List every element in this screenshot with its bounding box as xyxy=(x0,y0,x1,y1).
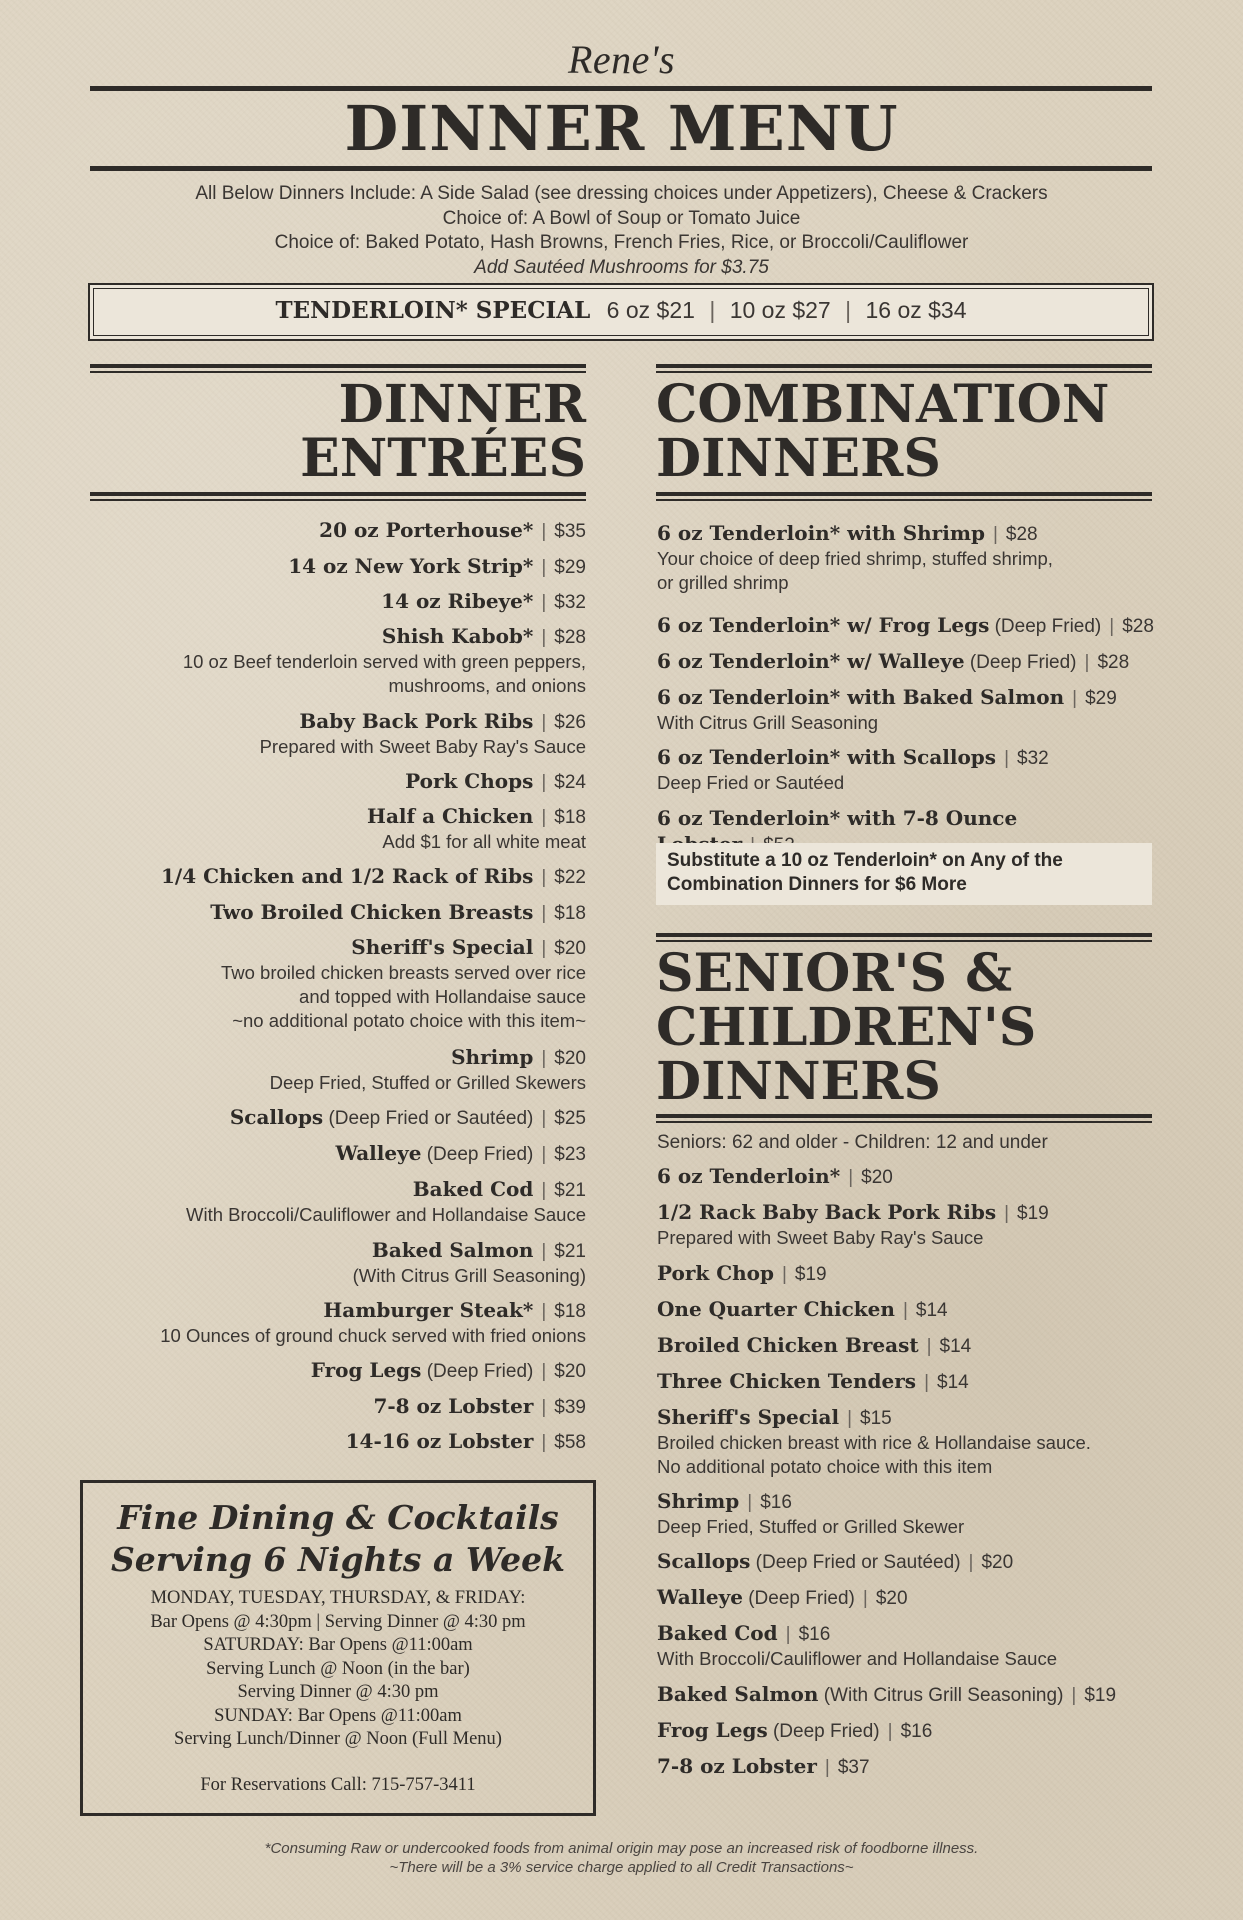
menu-item xyxy=(26,554,586,580)
price-divider: | xyxy=(541,903,547,924)
menu-item-price: $19 xyxy=(794,1264,827,1285)
menu-item xyxy=(657,649,1157,675)
menu-item-line xyxy=(26,1045,586,1071)
menu-item-line xyxy=(657,1682,1157,1708)
menu-item-name: Pork Chops xyxy=(405,769,534,793)
menu-item-price: $16 xyxy=(760,1492,792,1513)
menu-item-description: Add $1 for all white meat xyxy=(382,831,586,852)
menu-item xyxy=(657,1682,1157,1708)
menu-item xyxy=(26,589,586,615)
menu-item-name: Baked Salmon xyxy=(371,1238,534,1262)
menu-item-description: ~no additional potato choice with this item~ xyxy=(232,1010,586,1031)
price-divider: | xyxy=(992,524,998,545)
menu-item xyxy=(657,1333,1157,1359)
menu-item-note: (Deep Fried) xyxy=(426,1144,534,1165)
menu-item-line xyxy=(657,1405,1157,1431)
price-divider: | xyxy=(902,1300,908,1321)
combo-rule-top xyxy=(656,364,1152,368)
price-divider: | xyxy=(862,1588,868,1609)
menu-item xyxy=(657,521,1157,595)
price-divider: | xyxy=(747,1492,753,1513)
entrees-heading-line: ENTRÉES xyxy=(300,428,586,489)
price-divider: | xyxy=(541,1397,547,1418)
menu-item xyxy=(657,613,1157,639)
menu-item-line xyxy=(26,1394,586,1420)
special-size: 6 oz xyxy=(606,297,651,323)
tenderloin-special-line xyxy=(90,297,1152,324)
price-divider: | xyxy=(541,938,547,959)
header-rule-top xyxy=(90,86,1152,91)
menu-item-line xyxy=(657,1585,1157,1611)
menu-item-name: 6 oz Tenderloin* xyxy=(657,1164,841,1188)
footer-line: ~There will be a 3% service charge applied to all Credit Transactions~ xyxy=(389,1859,854,1876)
price-divider: | xyxy=(541,1048,547,1069)
menu-item-description: With Broccoli/Cauliflower and Hollandaise Sauce xyxy=(186,1204,586,1225)
menu-item-line xyxy=(657,1718,1157,1744)
seniors-heading xyxy=(656,943,1152,1112)
menu-item-note: (Deep Fried) xyxy=(772,1721,880,1742)
footer-notes xyxy=(0,1839,1243,1877)
entrees-rule-bottom xyxy=(90,492,586,496)
price-divider: | xyxy=(541,772,547,793)
menu-item-price: $20 xyxy=(554,938,586,959)
menu-item-name: Shish Kabob* xyxy=(381,624,534,648)
menu-item xyxy=(26,518,586,544)
menu-item-description: With Broccoli/Cauliflower and Hollandaise Sauce xyxy=(657,1648,1057,1669)
menu-item-description: No additional potato choice with this item xyxy=(657,1456,993,1477)
menu-item-price: $20 xyxy=(554,1048,586,1069)
hours-line: Serving Lunch @ Noon (in the bar) xyxy=(206,1658,470,1679)
menu-item xyxy=(26,1177,586,1227)
special-price: $27 xyxy=(792,297,831,323)
menu-item-name: Sheriff's Special xyxy=(657,1405,840,1429)
menu-item-name: 1/4 Chicken and 1/2 Rack of Ribs xyxy=(160,864,534,888)
menu-item-line xyxy=(657,1333,1157,1359)
menu-item-name: Broiled Chicken Breast xyxy=(657,1333,919,1357)
menu-item-name: Frog Legs xyxy=(310,1358,422,1382)
menu-item-line xyxy=(26,709,586,735)
menu-item xyxy=(26,900,586,926)
menu-item-line xyxy=(657,1261,1157,1287)
menu-item-line xyxy=(26,554,586,580)
menu-item-price: $20 xyxy=(861,1167,893,1188)
menu-item-description: and topped with Hollandaise sauce xyxy=(299,986,586,1007)
hours-line: SUNDAY: Bar Opens @11:00am xyxy=(214,1705,462,1726)
menu-item-note: (Deep Fried) xyxy=(994,616,1102,637)
special-label: TENDERLOIN* SPECIAL xyxy=(275,297,591,324)
menu-item-price: $14 xyxy=(939,1336,972,1357)
menu-item-name: Half a Chicken xyxy=(367,804,534,828)
price-divider: | xyxy=(541,1108,547,1129)
menu-item-description: With Citrus Grill Seasoning xyxy=(657,712,879,733)
substitute-line: Substitute a 10 oz Tenderloin* on Any of the xyxy=(667,850,1063,871)
substitute-note xyxy=(656,843,1152,905)
menu-item-name: Hamburger Steak* xyxy=(323,1298,534,1322)
menu-item-name: 6 oz Tenderloin* w/ Frog Legs xyxy=(657,613,990,637)
info-script-line: Fine Dining & Cocktails xyxy=(117,1498,559,1537)
price-divider: | xyxy=(781,1264,787,1285)
menu-item-name: 6 oz Tenderloin* with Scallops xyxy=(657,745,997,769)
price-divider: | xyxy=(541,1144,547,1165)
menu-item xyxy=(657,1549,1157,1575)
price-divider: | xyxy=(541,867,547,888)
menu-item-description: or grilled shrimp xyxy=(657,572,789,593)
special-size: 16 oz xyxy=(865,297,922,323)
hours-list xyxy=(83,1587,593,1752)
menu-item-name: Frog Legs xyxy=(657,1718,768,1742)
restaurant-logo: Rene's xyxy=(567,37,676,82)
menu-item-price: $18 xyxy=(554,1301,586,1322)
menu-item-description: mushrooms, and onions xyxy=(388,675,586,696)
menu-item-line xyxy=(657,1297,1157,1323)
price-divider: | xyxy=(541,627,547,648)
menu-item-note: (Deep Fried) xyxy=(969,652,1077,673)
menu-item xyxy=(657,1718,1157,1744)
menu-item-line xyxy=(657,685,1157,711)
seniors-heading-line: DINNERS xyxy=(656,1051,941,1112)
menu-item-line xyxy=(26,624,586,650)
menu-item xyxy=(657,1200,1157,1250)
menu-item xyxy=(657,1261,1157,1287)
menu-item-description: 10 oz Beef tenderloin served with green peppers, xyxy=(182,651,586,672)
menu-item-price: $24 xyxy=(554,772,586,793)
menu-item-line xyxy=(26,1298,586,1324)
menu-item-price: $58 xyxy=(554,1432,586,1453)
menu-item-price: $23 xyxy=(554,1144,586,1165)
price-divider: | xyxy=(968,1552,974,1573)
menu-item-price: $21 xyxy=(554,1241,586,1262)
menu-item-description: Prepared with Sweet Baby Ray's Sauce xyxy=(259,736,586,757)
menu-item-line xyxy=(26,1177,586,1203)
price-divider: | xyxy=(541,1301,547,1322)
menu-item xyxy=(26,1298,586,1348)
menu-item xyxy=(26,1105,586,1131)
menu-item xyxy=(657,1369,1157,1395)
menu-item-price: $15 xyxy=(860,1408,892,1429)
price-divider: | xyxy=(541,557,547,578)
menu-item-price: $20 xyxy=(981,1552,1014,1573)
menu-item xyxy=(26,864,586,890)
menu-item-line xyxy=(26,900,586,926)
special-price: $21 xyxy=(656,297,695,323)
menu-item xyxy=(26,1045,586,1095)
menu-item-note: (With Citrus Grill Seasoning) xyxy=(823,1685,1064,1706)
seniors-heading-line: SENIOR'S & xyxy=(656,943,1013,1004)
menu-item-name: Scallops xyxy=(657,1549,751,1573)
menu-item-line xyxy=(657,1754,1157,1780)
menu-item xyxy=(657,1489,1157,1539)
menu-item-price: $39 xyxy=(554,1397,586,1418)
price-divider: | xyxy=(926,1336,932,1357)
menu-item-price: $22 xyxy=(554,867,586,888)
combo-rule-bottom xyxy=(656,492,1152,496)
menu-item-description: Deep Fried, Stuffed or Grilled Skewers xyxy=(269,1072,586,1093)
menu-item-line xyxy=(657,1164,1157,1190)
menu-item-price: $28 xyxy=(554,627,586,648)
menu-item-description: Deep Fried or Sautéed xyxy=(657,772,845,793)
intro-line: Choice of: Baked Potato, Hash Browns, French Fries, Rice, or Broccoli/Cauliflower xyxy=(274,232,969,253)
menu-item-name: 1/2 Rack Baby Back Pork Ribs xyxy=(657,1200,997,1224)
menu-item-price: $20 xyxy=(554,1361,586,1382)
menu-item-name: 6 oz Tenderloin* with Baked Salmon xyxy=(657,685,1065,709)
price-divider: | xyxy=(847,1408,853,1429)
menu-item-line xyxy=(657,1549,1157,1575)
menu-item xyxy=(26,935,586,1033)
hours-line: Serving Dinner @ 4:30 pm xyxy=(237,1682,439,1702)
footer-line: *Consuming Raw or undercooked foods from animal origin may pose an increased risk of foodborne illness. xyxy=(264,1840,979,1857)
menu-item-price: $19 xyxy=(1017,1203,1049,1224)
menu-item-name: Pork Chop xyxy=(657,1261,774,1285)
menu-item-line xyxy=(26,769,586,795)
price-divider: | xyxy=(1004,1203,1010,1224)
menu-item-name: Baked Cod xyxy=(657,1621,778,1645)
price-divider: | xyxy=(541,1361,547,1382)
menu-item-price: $35 xyxy=(554,521,586,542)
menu-item-description: Deep Fried, Stuffed or Grilled Skewer xyxy=(657,1516,965,1537)
menu-item xyxy=(26,1358,586,1384)
price-divider: | xyxy=(1084,652,1090,673)
menu-item-line xyxy=(657,1369,1157,1395)
price-divider: | xyxy=(541,592,547,613)
menu-item-line xyxy=(26,1105,586,1131)
menu-item-name: Baked Cod xyxy=(412,1177,534,1201)
menu-item-name: Baby Back Pork Ribs xyxy=(299,709,534,733)
price-divider: | xyxy=(785,1624,791,1645)
menu-item xyxy=(657,1621,1157,1671)
menu-item-price: $18 xyxy=(554,807,586,828)
menu-item-description: Two broiled chicken breasts served over rice xyxy=(220,962,586,983)
menu-item-name: 14 oz Ribeye* xyxy=(381,589,534,613)
menu-item-name: Three Chicken Tenders xyxy=(657,1369,917,1393)
menu-item-name: 6 oz Tenderloin* with 7-8 Ounce xyxy=(657,806,1018,830)
menu-item-line xyxy=(26,518,586,544)
menu-item-line xyxy=(26,1358,586,1384)
menu-item xyxy=(26,1141,586,1167)
menu-item-name: Shrimp xyxy=(451,1045,534,1069)
menu-item xyxy=(657,1754,1157,1780)
menu-item-line xyxy=(26,935,586,961)
menu-item xyxy=(26,1238,586,1288)
substitute-line: Combination Dinners for $6 More xyxy=(667,874,967,895)
hours-line: SATURDAY: Bar Opens @11:00am xyxy=(203,1635,473,1655)
menu-item xyxy=(26,769,586,795)
divider-pipe: | xyxy=(709,297,716,323)
menu-item-price: $16 xyxy=(900,1721,933,1742)
menu-item-note: (Deep Fried or Sautéed) xyxy=(755,1552,961,1573)
price-divider: | xyxy=(924,1372,929,1393)
intro-addon: Add Sautéed Mushrooms for $3.75 xyxy=(474,256,769,278)
menu-item-line xyxy=(657,613,1157,639)
menu-item-line xyxy=(26,589,586,615)
price-divider: | xyxy=(824,1757,830,1778)
menu-item-name: 6 oz Tenderloin* with Shrimp xyxy=(657,521,985,545)
menu-item-price: $25 xyxy=(554,1108,586,1129)
menu-item-price: $37 xyxy=(837,1757,870,1778)
menu-item-line xyxy=(657,521,1157,547)
menu-item-name: 7-8 oz Lobster xyxy=(373,1394,534,1418)
menu-item-price: $19 xyxy=(1084,1685,1117,1706)
menu-item-name: 7-8 oz Lobster xyxy=(657,1754,817,1778)
menu-item-line xyxy=(26,1141,586,1167)
intro-line: All Below Dinners Include: A Side Salad (see dressing choices under Appetizers), Cheese & Crackers xyxy=(195,183,1048,204)
price-divider: | xyxy=(541,1432,547,1453)
seniors-rule-top xyxy=(656,933,1152,937)
menu-item xyxy=(26,624,586,698)
menu-item-line xyxy=(26,1238,586,1264)
menu-item-name: 20 oz Porterhouse* xyxy=(319,518,534,542)
menu-item-line xyxy=(26,864,586,890)
menu-item-description: Prepared with Sweet Baby Ray's Sauce xyxy=(657,1227,984,1248)
seniors-rule-bottom xyxy=(656,1114,1152,1118)
special-price: $34 xyxy=(928,297,967,323)
price-divider: | xyxy=(541,807,547,828)
hours-info-box xyxy=(80,1480,596,1816)
intro-line: Choice of: A Bowl of Soup or Tomato Juice xyxy=(442,207,801,229)
menu-item xyxy=(26,804,586,854)
header-rule-bottom xyxy=(90,166,1152,171)
menu-item-name: 14-16 oz Lobster xyxy=(345,1429,534,1453)
menu-item xyxy=(657,1164,1157,1190)
entrees-heading xyxy=(90,374,586,489)
menu-item-line xyxy=(657,649,1157,675)
menu-item-price: $18 xyxy=(554,903,586,924)
menu-item-description: 10 Ounces of ground chuck served with fried onions xyxy=(160,1325,586,1346)
page-title: DINNER MENU xyxy=(344,92,899,165)
menu-item-note: (Deep Fried or Sautéed) xyxy=(328,1108,534,1129)
price-divider: | xyxy=(541,521,547,542)
menu-item-name: Walleye xyxy=(335,1141,422,1165)
menu-item-name: Walleye xyxy=(657,1585,743,1609)
hours-line: Bar Opens @ 4:30pm | Serving Dinner @ 4:30 pm xyxy=(150,1611,526,1632)
price-divider: | xyxy=(541,1241,547,1262)
price-divider: | xyxy=(887,1721,893,1742)
menu-item-note: (Deep Fried) xyxy=(748,1588,855,1609)
tenderloin-special-box xyxy=(88,283,1154,341)
menu-item-note: (Deep Fried) xyxy=(426,1361,534,1382)
divider-pipe: | xyxy=(845,297,852,323)
price-divider: | xyxy=(1109,616,1115,637)
entrees-rule-top xyxy=(90,364,586,368)
menu-item xyxy=(26,1394,586,1420)
menu-item-price: $28 xyxy=(1097,652,1130,673)
menu-item xyxy=(657,1297,1157,1323)
menu-item-line xyxy=(657,1200,1157,1226)
menu-item-name: Shrimp xyxy=(657,1489,740,1513)
menu-item-price: $32 xyxy=(1017,748,1049,769)
menu-item xyxy=(26,1429,586,1455)
combo-heading-line: DINNERS xyxy=(656,428,941,489)
reservations-phone: For Reservations Call: 715-757-3411 xyxy=(200,1774,476,1795)
menu-item-price: $29 xyxy=(554,557,586,578)
hours-line: MONDAY, TUESDAY, THURSDAY, & FRIDAY: xyxy=(150,1588,526,1608)
menu-item-description: Your choice of deep fried shrimp, stuffed shrimp, xyxy=(657,548,1053,569)
price-divider: | xyxy=(1071,1685,1077,1706)
menu-item-price: $32 xyxy=(554,592,586,613)
menu-item-line xyxy=(657,745,1157,771)
special-size: 10 oz xyxy=(729,297,786,323)
menu-item-description: (With Citrus Grill Seasoning) xyxy=(352,1265,586,1286)
price-divider: | xyxy=(848,1167,854,1188)
menu-item-line xyxy=(657,1621,1157,1647)
price-divider: | xyxy=(1072,688,1078,709)
seniors-subtitle: Seniors: 62 and older - Children: 12 and under xyxy=(657,1132,1048,1153)
hours-line: Serving Lunch/Dinner @ Noon (Full Menu) xyxy=(174,1729,502,1749)
combo-heading xyxy=(656,374,1152,489)
menu-item-name: Scallops xyxy=(229,1105,324,1129)
price-divider: | xyxy=(1004,748,1009,769)
menu-item-price: $21 xyxy=(554,1180,586,1201)
menu-item-line xyxy=(26,1429,586,1455)
menu-item-price: $29 xyxy=(1085,688,1117,709)
menu-item xyxy=(657,745,1157,795)
info-script-line: Serving 6 Nights a Week xyxy=(110,1540,566,1579)
menu-item-name: Sheriff's Special xyxy=(351,935,534,959)
menu-item xyxy=(657,1585,1157,1611)
menu-item-name: 14 oz New York Strip* xyxy=(288,554,534,578)
price-divider: | xyxy=(541,1180,547,1201)
menu-item-price: $28 xyxy=(1005,524,1038,545)
menu-item-price: $26 xyxy=(554,712,586,733)
seniors-heading-line: CHILDREN'S xyxy=(656,997,1037,1058)
combo-heading-line: COMBINATION xyxy=(656,374,1110,435)
entrees-heading-line: DINNER xyxy=(338,374,586,435)
price-divider: | xyxy=(541,712,547,733)
menu-item-line xyxy=(657,1489,1157,1515)
menu-item-name: Two Broiled Chicken Breasts xyxy=(210,900,534,924)
menu-item-price: $28 xyxy=(1122,616,1154,637)
menu-item-price: $14 xyxy=(915,1300,948,1321)
menu-item-price: $16 xyxy=(798,1624,831,1645)
menu-item xyxy=(657,685,1157,735)
menu-item-description: Broiled chicken breast with rice & Hollandaise sauce. xyxy=(657,1432,1091,1453)
menu-item-price: $20 xyxy=(875,1588,908,1609)
menu-item-line xyxy=(26,804,586,830)
dinner-includes xyxy=(0,182,1243,280)
menu-item-name: One Quarter Chicken xyxy=(657,1297,895,1321)
menu-item-name: Baked Salmon xyxy=(657,1682,819,1706)
menu-item-price: $14 xyxy=(937,1372,969,1393)
menu-item xyxy=(26,709,586,759)
menu-item xyxy=(657,1405,1157,1479)
menu-item-name: 6 oz Tenderloin* w/ Walleye xyxy=(657,649,965,673)
